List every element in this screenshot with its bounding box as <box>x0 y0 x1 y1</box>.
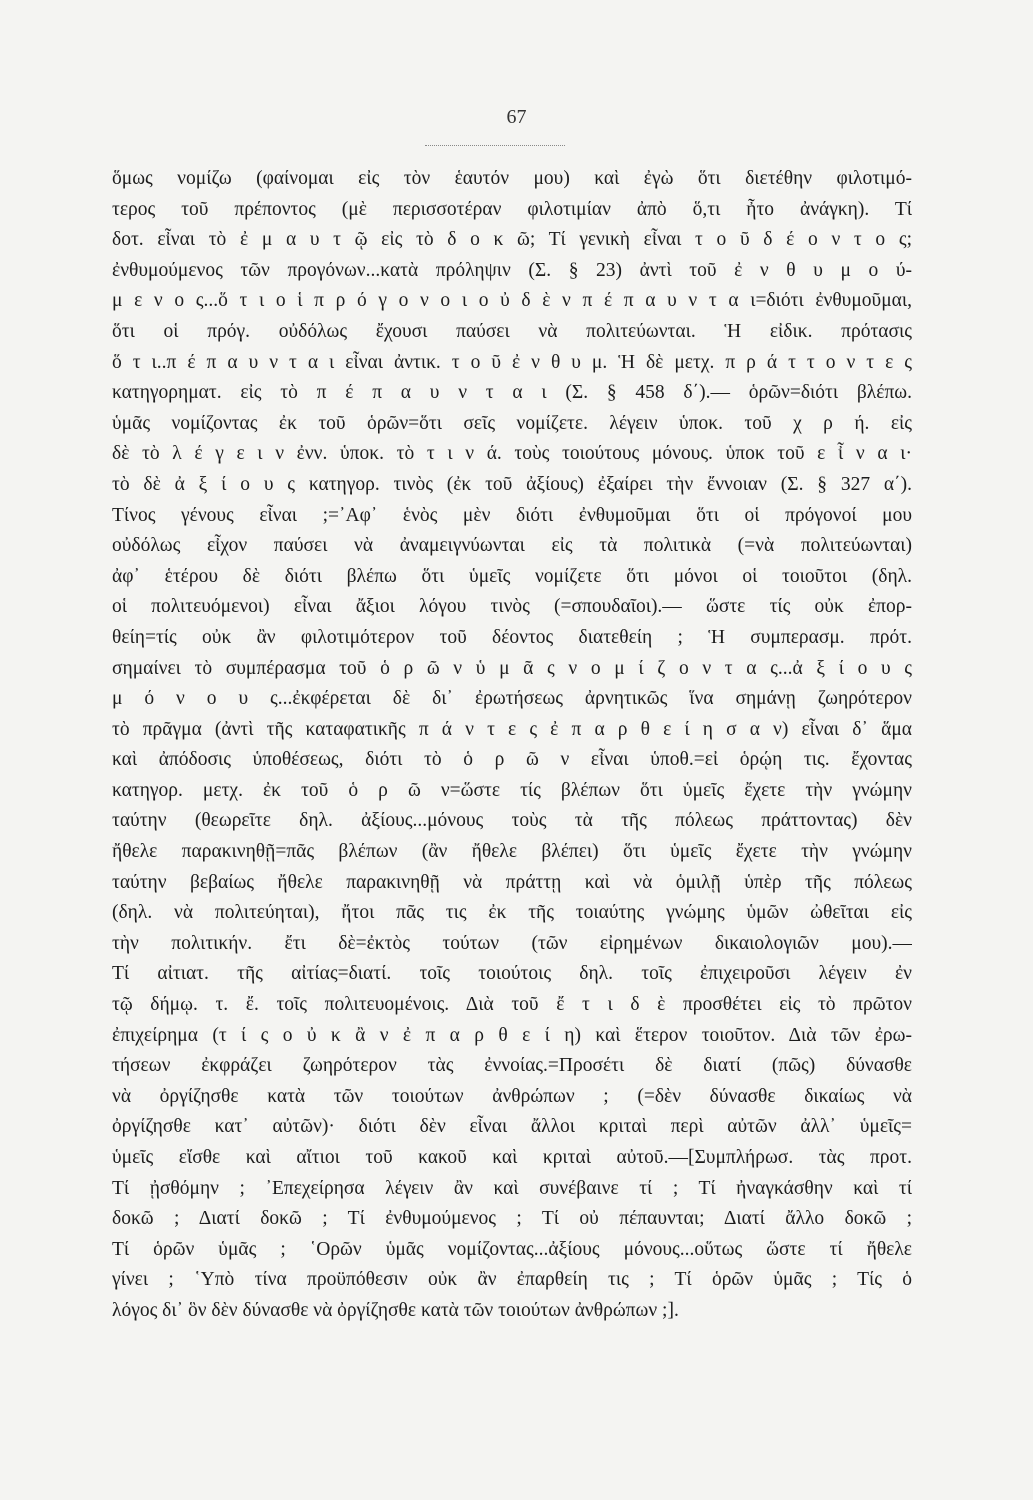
text-line: Τί αἰτιατ. τῆς αἰτίας=διατί. τοῖς τοιούτοις δηλ. τοῖς ἐπιχειροῦσι λέγειν ἐν <box>112 963 912 985</box>
text-line: τὴν πολιτικήν. ἔτι δὲ=ἐκτὸς τούτων (τῶν εἰρημένων δικαιολογιῶν μου).— <box>112 932 912 954</box>
text-line: σημαίνει τὸ συμπέρασμα τοῦ ὁ ρ ῶ ν ὑ μ ᾶ ς ν ο μ ί ζ ο ν τ α ς...ἀ ξ ί ο υ ς <box>112 657 912 679</box>
text-line: καὶ ἀπόδοσις ὑποθέσεως, διότι τὸ ὁ ρ ῶ ν εἶναι ὑποθ.=εἰ ὁρῴη τις. ἔχοντας <box>112 749 912 771</box>
text-line: μ ό ν ο υ ς...ἐκφέρεται δὲ δι᾿ ἐρωτήσεως ἀρνητικῶς ἵνα σημάνῃ ζωηρότερον <box>112 688 912 710</box>
text-line: τὸ πρᾶγμα (ἀντὶ τῆς καταφατικῆς π ά ν τ ε ς ἐ π α ρ θ ε ί η σ α ν) εἶναι δ᾿ ἅμα <box>112 718 912 740</box>
text-line: θείη=τίς οὐκ ἂν φιλοτιμότερον τοῦ δέοντος διατεθείη ; Ἡ συμπερασμ. πρότ. <box>112 626 912 648</box>
text-line: τῷ δήμῳ. τ. ἔ. τοῖς πολιτευομένοις. Διὰ τοῦ ἔ τ ι δ ὲ προσθέτει εἰς τὸ πρῶτον <box>112 994 912 1016</box>
text-line: τερος τοῦ πρέποντος (μὲ περισσοτέραν φιλοτιμίαν ἀπὸ ὅ,τι ἦτο ἀνάγκη). Τί <box>112 198 912 220</box>
text-line: δοτ. εἶναι τὸ ἐ μ α υ τ ῷ εἰς τὸ δ ο κ ῶ; Τί γενικὴ εἶναι τ ο ῦ δ έ ο ν τ ο ς; <box>112 229 912 251</box>
text-line: ἐνθυμούμενος τῶν προγόνων...κατὰ πρόληψιν (Σ. § 23) ἀντὶ τοῦ ἐ ν θ υ μ ο ύ- <box>112 259 912 281</box>
text-line: κατηγορ. μετχ. ἐκ τοῦ ὁ ρ ῶ ν=ὥστε τίς βλέπων ὅτι ὑμεῖς ἔχετε τὴν γνώμην <box>112 779 912 801</box>
text-line: γίνει ; ῾Υπὸ τίνα προϋπόθεσιν οὐκ ἂν ἐπαρθείη τις ; Τί ὁρῶν ὑμᾶς ; Τίς ὁ <box>112 1269 912 1291</box>
text-line: ἐπιχείρημα (τ ί ς ο ὐ κ ἂ ν ἐ π α ρ θ ε ί η) καὶ ἕτερον τοιοῦτον. Διὰ τῶν ἐρω- <box>112 1024 912 1046</box>
text-line: ταύτην (θεωρεῖτε δηλ. ἀξίους...μόνους τοὺς τὰ τῆς πόλεως πράττοντας) δὲν <box>112 810 912 832</box>
text-line: ἤθελε παρακινηθῇ=πᾶς βλέπων (ἂν ἤθελε βλέπει) ὅτι ὑμεῖς ἔχετε τὴν γνώμην <box>112 841 912 863</box>
text-line: κατηγορηματ. εἰς τὸ π έ π α υ ν τ α ι (Σ. § 458 δ΄).— ὁρῶν=διότι βλέπω. <box>112 382 912 404</box>
text-line: ὑμεῖς εἴσθε καὶ αἴτιοι τοῦ κακοῦ καὶ κριταὶ αὐτοῦ.—[Συμπλήρωσ. τὰς προτ. <box>112 1147 912 1168</box>
page-number: 67 <box>506 106 527 128</box>
text-line: λόγος δι᾿ ὃν δὲν δύνασθε νὰ ὀργίζησθε κατὰ τῶν τοιούτων ἀνθρώπων ;]. <box>112 1299 679 1321</box>
text-line: οἱ πολιτευόμενοι) εἶναι ἄξιοι λόγου τινὸς (=σπουδαῖοι).— ὥστε τίς οὐκ ἐπορ- <box>112 596 912 618</box>
text-line: ὀργίζησθε κατ᾿ αὐτῶν)· διότι δὲν εἶναι ἄλλοι κριταὶ περὶ αὐτῶν ἀλλ᾿ ὑμεῖς= <box>112 1116 912 1138</box>
text-line: ταύτην βεβαίως ἤθελε παρακινηθῇ νὰ πράττῃ καὶ νὰ ὁμιλῇ ὑπὲρ τῆς πόλεως <box>112 871 912 893</box>
separator-rule <box>425 145 565 146</box>
text-line: Τί ὁρῶν ὑμᾶς ; ῾Ορῶν ὑμᾶς νομίζοντας...ἀξίους μόνους...οὕτως ὥστε τί ἤθελε <box>112 1238 912 1260</box>
text-line: τήσεων ἐκφράζει ζωηρότερον τὰς ἐννοίας.=Προσέτι δὲ διατί (πῶς) δύνασθε <box>112 1055 912 1077</box>
text-line: ὅτι οἱ πρόγ. οὐδόλως ἔχουσι παύσει νὰ πολιτεύωνται. Ἡ εἰδικ. πρότασις <box>112 320 912 342</box>
text-line: ἀφ᾿ ἑτέρου δὲ διότι βλέπω ὅτι ὑμεῖς νομίζετε ὅτι μόνοι οἱ τοιοῦτοι (δηλ. <box>112 565 912 587</box>
text-line: (δηλ. νὰ πολιτεύηται), ἤτοι πᾶς τις ἐκ τῆς τοιαύτης γνώμης ὑμῶν ὠθεῖται εἰς <box>112 902 912 924</box>
text-line: τὸ δὲ ἀ ξ ί ο υ ς κατηγορ. τινὸς (ἐκ τοῦ ἀξίους) ἐξαίρει τὴν ἔννοιαν (Σ. § 327 α΄). <box>112 473 912 495</box>
commentary-text <box>112 164 912 1327</box>
text-line: ὅ τ ι..π έ π α υ ν τ α ι εἶναι ἀντικ. τ ο ῦ ἐ ν θ υ μ. Ἡ δὲ μετχ. π ρ ά τ τ ο ν τ ε ς <box>112 351 912 373</box>
text-line: Τίνος γένους εἶναι ;=᾿Αφ᾿ ἑνὸς μὲν διότι ἐνθυμοῦμαι ὅτι οἱ πρόγονοί μου <box>112 504 912 526</box>
text-line: δὲ τὸ λ έ γ ε ι ν ἐνν. ὑποκ. τὸ τ ι ν ά. τοὺς τοιούτους μόνους. ὑποκ τοῦ ε ἶ ν α ι· <box>112 443 912 465</box>
text-line: ὑμᾶς νομίζοντας ἐκ τοῦ ὁρῶν=ὅτι σεῖς νομίζετε. λέγειν ὑποκ. τοῦ χ ρ ή. εἰς <box>112 412 912 434</box>
text-line: οὐδόλως εἶχον παύσει νὰ ἀναμειγνύωνται εἰς τὰ πολιτικὰ (=νὰ πολιτεύωνται) <box>112 535 912 557</box>
text-line: μ ε ν ο ς...ὅ τ ι ο ἱ π ρ ό γ ο ν ο ι ο ὐ δ ὲ ν π έ π α υ ν τ α ι=διότι ἐνθυμοῦμαι, <box>112 290 912 312</box>
text-line: δοκῶ ; Διατί δοκῶ ; Τί ἐνθυμούμενος ; Τί οὐ πέπαυνται; Διατί ἄλλο δοκῶ ; <box>112 1208 912 1230</box>
text-line: νὰ ὀργίζησθε κατὰ τῶν τοιούτων ἀνθρώπων ; (=δὲν δύνασθε δικαίως νὰ <box>112 1085 912 1107</box>
text-line: Τί ᾐσθόμην ; ᾿Επεχείρησα λέγειν ἂν καὶ συνέβαινε τί ; Τί ἠναγκάσθην καὶ τί <box>112 1177 912 1199</box>
text-line: ὅμως νομίζω (φαίνομαι εἰς τὸν ἑαυτόν μου) καὶ ἐγὼ ὅτι διετέθην φιλοτιμό- <box>112 168 912 189</box>
